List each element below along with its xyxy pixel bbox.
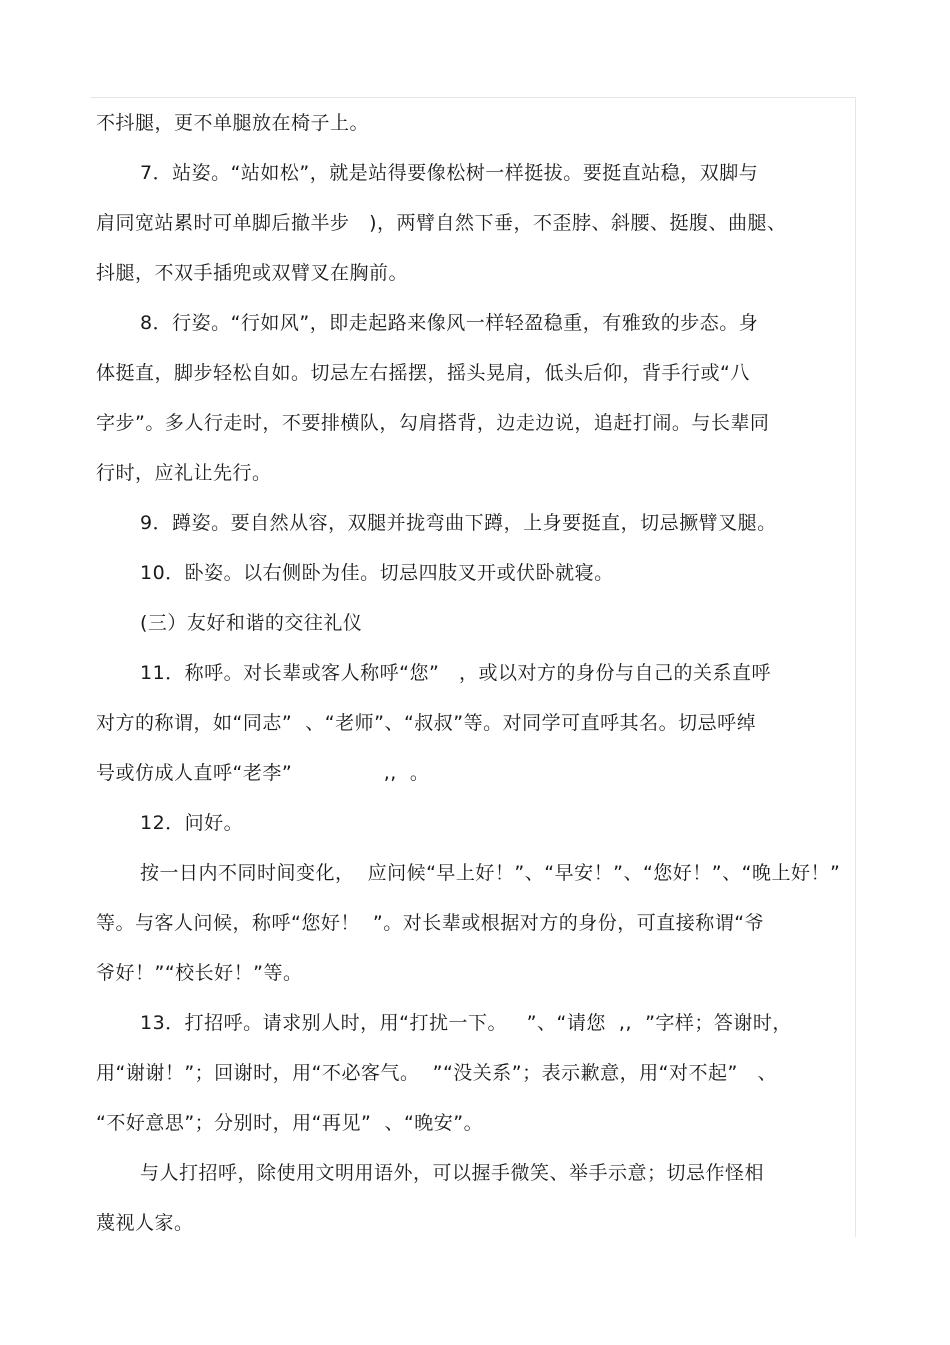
text-line-5: 8．行姿。“行如风”，即走起路来像风一样轻盈稳重，有雅致的步态。身 (140, 312, 759, 334)
text-line-13: 对方的称谓，如“同志” 、“老师”、“叔叔”等。对同学可直呼其名。切忌呼绰 (96, 712, 757, 734)
text-line-18: 爷好！”“校长好！”等。 (96, 962, 303, 984)
text-line-3: 肩同宽站累时可单脚后撤半步 )，两臂自然下垂，不歪脖、斜腰、挺腹、曲腿、 (96, 212, 787, 234)
text-line-19: 13．打招呼。请求别人时，用“打扰一下。 ”、“请您 ,, ”字样；答谢时， (140, 1012, 792, 1034)
text-line-10: 10．卧姿。以右侧卧为佳。切忌四肢叉开或伏卧就寝。 (140, 562, 614, 584)
text-line-16: 按一日内不同时间变化， 应问候“早上好！”、“早安！”、“您好！”、“晚上好！” (140, 862, 841, 884)
text-line-4: 抖腿，不双手插兜或双臂叉在胸前。 (96, 262, 409, 284)
text-line-6: 体挺直，脚步轻松自如。切忌左右摇摆，摇头晃肩，低头后仰，背手行或“八 (96, 362, 750, 384)
text-line-12: 11．称呼。对长辈或客人称呼“您” ，或以对方的身份与自己的关系直呼 (140, 662, 771, 684)
text-line-15: 12．问好。 (140, 812, 244, 834)
section-heading: (三）友好和谐的交往礼仪 (140, 612, 363, 634)
text-line-20: 用“谢谢！”；回谢时，用“不必客气。 ”“没关系”；表示歉意，用“对不起” 、 (96, 1062, 777, 1084)
text-line-21: “不好意思”；分别时，用“再见” 、“晚安”。 (96, 1112, 484, 1134)
text-line-7: 字步”。多人行走时，不要排横队，勾肩搭背，边走边说，追赶打闹。与长辈同 (96, 412, 770, 434)
text-line-9: 9．蹲姿。要自然从容，双腿并拢弯曲下蹲，上身要挺直，切忌撅臂叉腿。 (140, 512, 777, 534)
text-line-22: 与人打招呼，除使用文明用语外，可以握手微笑、举手示意；切忌作怪相 (140, 1162, 765, 1184)
text-line-8: 行时，应礼让先行。 (96, 462, 272, 484)
text-line-23: 蔑视人家。 (96, 1212, 194, 1234)
text-line-17: 等。与客人问候，称呼“您好！ ”。对长辈或根据对方的身份，可直接称谓“爷 (96, 912, 765, 934)
text-line-2: 7．站姿。“站如松”，就是站得要像松树一样挺拔。要挺直站稳，双脚与 (140, 162, 759, 184)
text-line-14: 号或仿成人直呼“老李” ,, 。 (96, 762, 430, 784)
text-line-1: 不抖腿，更不单腿放在椅子上。 (96, 112, 370, 134)
